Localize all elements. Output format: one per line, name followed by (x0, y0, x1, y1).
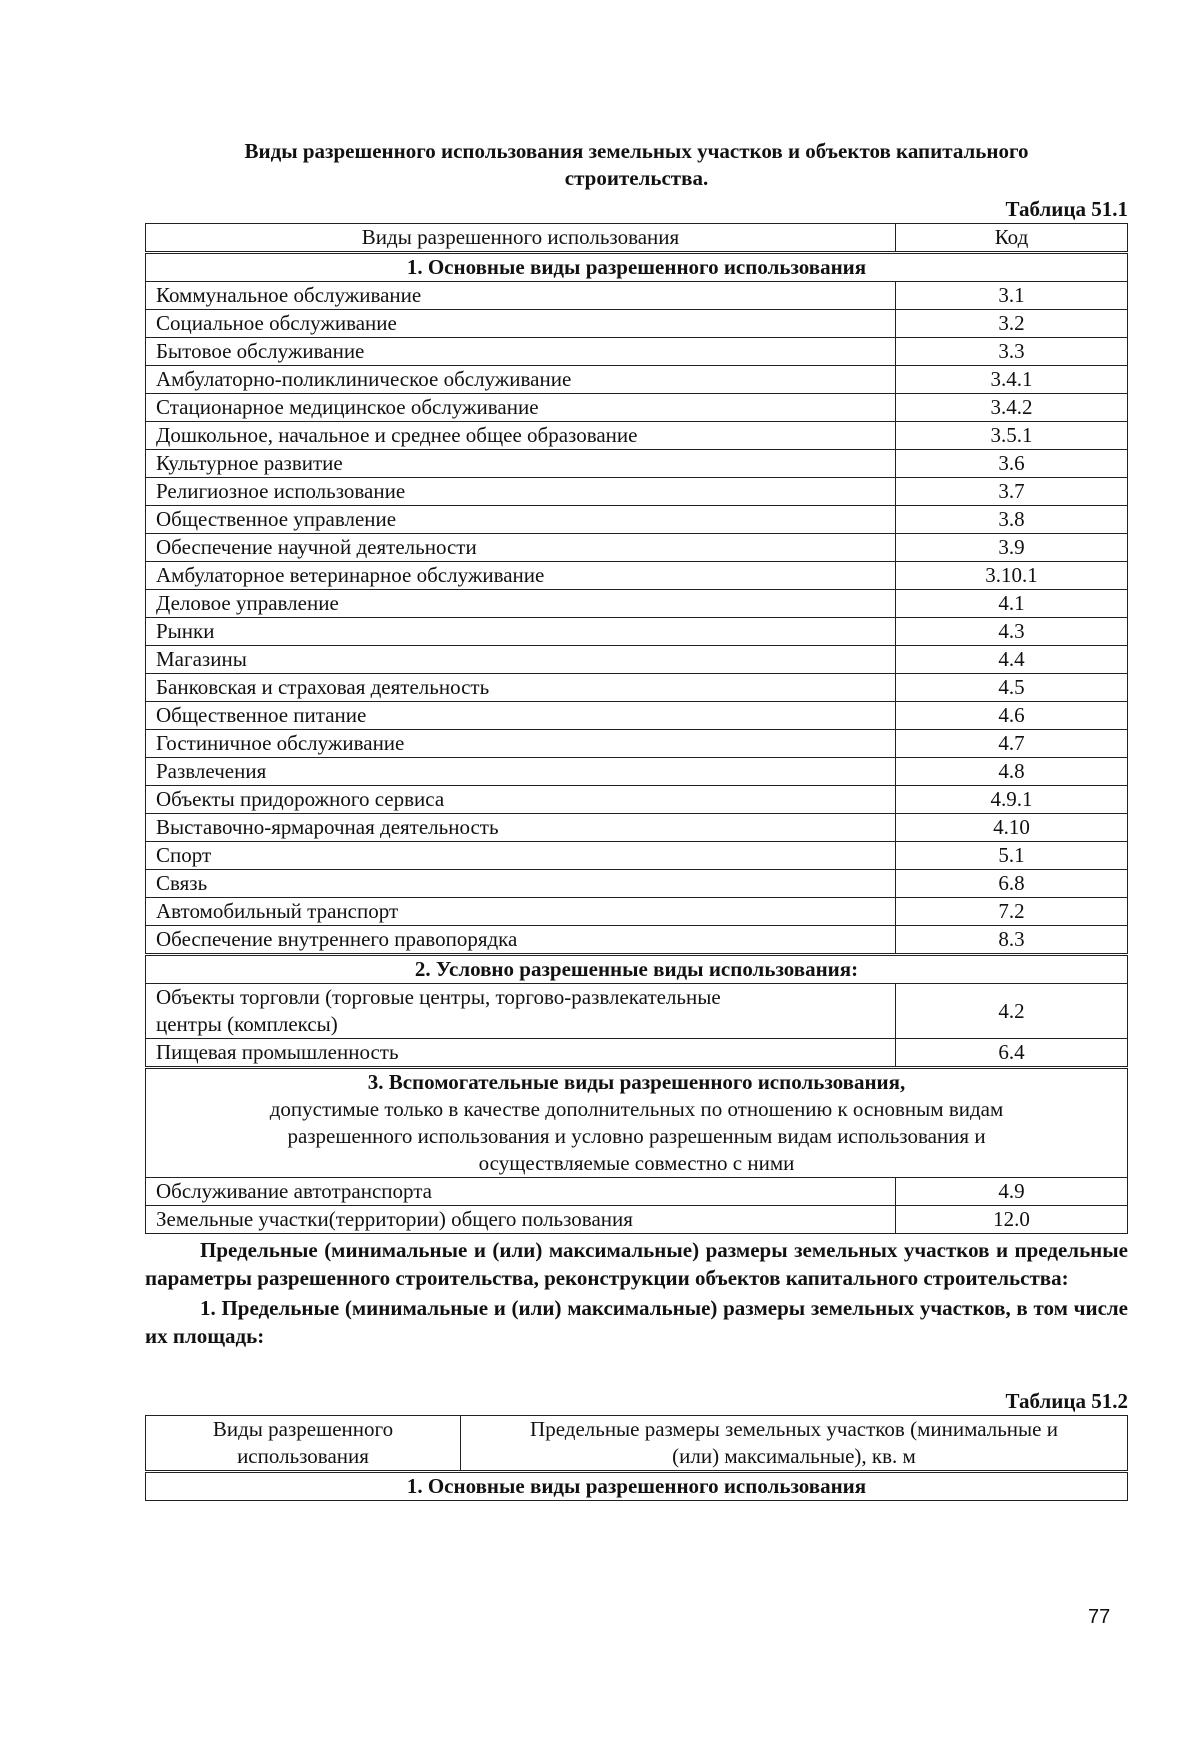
row-code: 4.5 (896, 674, 1128, 702)
table-row (146, 926, 1128, 955)
header-use-line-2: использования (237, 1444, 369, 1468)
row-name: Культурное развитие (146, 450, 896, 478)
row-name: Банковская и страховая деятельность (146, 674, 896, 702)
table-row (146, 478, 1128, 506)
row-code: 6.8 (896, 870, 1128, 898)
table-row (146, 1206, 1128, 1234)
header-use (146, 1416, 461, 1472)
table-row (146, 814, 1128, 842)
row-code: 4.2 (896, 984, 1128, 1039)
header-use: Виды разрешенного использования (146, 224, 896, 253)
header-use-line-1: Виды разрешенного (212, 1417, 394, 1441)
table-row (146, 618, 1128, 646)
section-1-row (146, 253, 1128, 282)
header-size (461, 1416, 1128, 1472)
row-code: 4.9 (896, 1178, 1128, 1206)
row-name: Обеспечение научной деятельности (146, 534, 896, 562)
row-name: Обслуживание автотранспорта (146, 1178, 896, 1206)
row-name: Выставочно-ярмарочная деятельность (146, 814, 896, 842)
table-51-1-number: Таблица 51.1 (1005, 197, 1128, 221)
row-code: 3.3 (896, 338, 1128, 366)
row-code: 4.9.1 (896, 786, 1128, 814)
row-code: 6.4 (896, 1039, 1128, 1068)
table-row (146, 870, 1128, 898)
table-row (146, 534, 1128, 562)
table-row (146, 1178, 1128, 1206)
row-name: Обеспечение внутреннего правопорядка (146, 926, 896, 955)
row-name: Магазины (146, 646, 896, 674)
row-code: 3.1 (896, 282, 1128, 310)
section-2-row (146, 955, 1128, 984)
table-51-2-number: Таблица 51.2 (1005, 1389, 1128, 1413)
table-row (146, 562, 1128, 590)
table-row (146, 842, 1128, 870)
table-row (146, 984, 1128, 1039)
document-page (145, 138, 1128, 1501)
section-3-row (146, 1068, 1128, 1178)
row-code: 3.10.1 (896, 562, 1128, 590)
row-name: Общественное питание (146, 702, 896, 730)
row-name: Бытовое обслуживание (146, 338, 896, 366)
paragraph-land-sizes: 1. Предельные (минимальные и (или) максимальные) размеры земельных участков, в том числе их площадь: (145, 1296, 1128, 1348)
table-row (146, 702, 1128, 730)
table-row (146, 786, 1128, 814)
row-code: 3.4.2 (896, 394, 1128, 422)
row-code: 4.4 (896, 646, 1128, 674)
row-name: Связь (146, 870, 896, 898)
table-row (146, 394, 1128, 422)
row-name-line-1: Объекты торговли (торговые центры, торгово-развлекательные (156, 985, 721, 1009)
section-1-title: 1. Основные виды разрешенного использования (146, 1472, 1128, 1501)
document-title-line-2: строительства. (564, 166, 709, 190)
section-3-note-line-1: допустимые только в качестве дополнительных по отношению к основным видам (269, 1097, 1004, 1121)
table-row (146, 590, 1128, 618)
section-3-note-line-3: осуществляемые совместно с ними (478, 1151, 795, 1175)
row-name: Общественное управление (146, 506, 896, 534)
row-code: 4.6 (896, 702, 1128, 730)
table-row (146, 366, 1128, 394)
row-code: 7.2 (896, 898, 1128, 926)
table-row (146, 506, 1128, 534)
row-code: 8.3 (896, 926, 1128, 955)
table-header-row (146, 224, 1128, 253)
paragraph-limits: Предельные (минимальные и (или) максимальные) размеры земельных участков и предельные параметры разрешенного строительства, реконструкции объектов капитального строительства: (145, 1238, 1128, 1290)
table-row (146, 730, 1128, 758)
row-code: 4.1 (896, 590, 1128, 618)
table-header-row (146, 1416, 1128, 1472)
section-1-row (146, 1472, 1128, 1501)
header-size-line-1: Предельные размеры земельных участков (минимальные и (530, 1417, 1058, 1441)
row-name (146, 984, 896, 1039)
table-51-1 (145, 223, 1128, 1234)
row-code: 3.7 (896, 478, 1128, 506)
table-row (146, 674, 1128, 702)
page-number: 77 (1088, 1606, 1111, 1628)
row-name: Стационарное медицинское обслуживание (146, 394, 896, 422)
row-name: Коммунальное обслуживание (146, 282, 896, 310)
table-row (146, 310, 1128, 338)
row-name-line-2: центры (комплексы) (156, 1012, 338, 1036)
table-row (146, 282, 1128, 310)
table-row (146, 898, 1128, 926)
row-code: 4.10 (896, 814, 1128, 842)
row-name: Объекты придорожного сервиса (146, 786, 896, 814)
section-2-title: 2. Условно разрешенные виды использования: (146, 955, 1128, 984)
section-1-title: 1. Основные виды разрешенного использования (146, 253, 1128, 282)
vertical-spacer (145, 1350, 1128, 1384)
row-name: Гостиничное обслуживание (146, 730, 896, 758)
row-name: Земельные участки(территории) общего пользования (146, 1206, 896, 1234)
table-row (146, 338, 1128, 366)
row-name: Рынки (146, 618, 896, 646)
row-code: 3.9 (896, 534, 1128, 562)
row-code: 4.7 (896, 730, 1128, 758)
section-3-title: 3. Вспомогательные виды разрешенного использования, (367, 1070, 906, 1094)
table-row (146, 422, 1128, 450)
row-name: Дошкольное, начальное и среднее общее образование (146, 422, 896, 450)
row-code: 3.4.1 (896, 366, 1128, 394)
row-name: Религиозное использование (146, 478, 896, 506)
row-code: 3.2 (896, 310, 1128, 338)
row-code: 5.1 (896, 842, 1128, 870)
row-name: Социальное обслуживание (146, 310, 896, 338)
row-name: Амбулаторно-поликлиническое обслуживание (146, 366, 896, 394)
header-size-line-2: (или) максимальные), кв. м (672, 1444, 916, 1468)
row-code: 3.6 (896, 450, 1128, 478)
row-code: 12.0 (896, 1206, 1128, 1234)
row-name: Деловое управление (146, 590, 896, 618)
row-code: 3.5.1 (896, 422, 1128, 450)
row-code: 3.8 (896, 506, 1128, 534)
header-code: Код (896, 224, 1128, 253)
row-name: Пищевая промышленность (146, 1039, 896, 1068)
table-51-2 (145, 1415, 1128, 1501)
section-3-cell (146, 1068, 1128, 1178)
section-3-note-line-2: разрешенного использования и условно разрешенным видам использования и (287, 1124, 986, 1148)
row-name: Амбулаторное ветеринарное обслуживание (146, 562, 896, 590)
document-title (145, 138, 1128, 192)
table-row (146, 758, 1128, 786)
row-code: 4.3 (896, 618, 1128, 646)
table-row (146, 1039, 1128, 1068)
document-title-line-1: Виды разрешенного использования земельных участков и объектов капитального (244, 139, 1029, 163)
row-name: Автомобильный транспорт (146, 898, 896, 926)
row-name: Спорт (146, 842, 896, 870)
table-row (146, 646, 1128, 674)
table-row (146, 450, 1128, 478)
row-name: Развлечения (146, 758, 896, 786)
row-code: 4.8 (896, 758, 1128, 786)
